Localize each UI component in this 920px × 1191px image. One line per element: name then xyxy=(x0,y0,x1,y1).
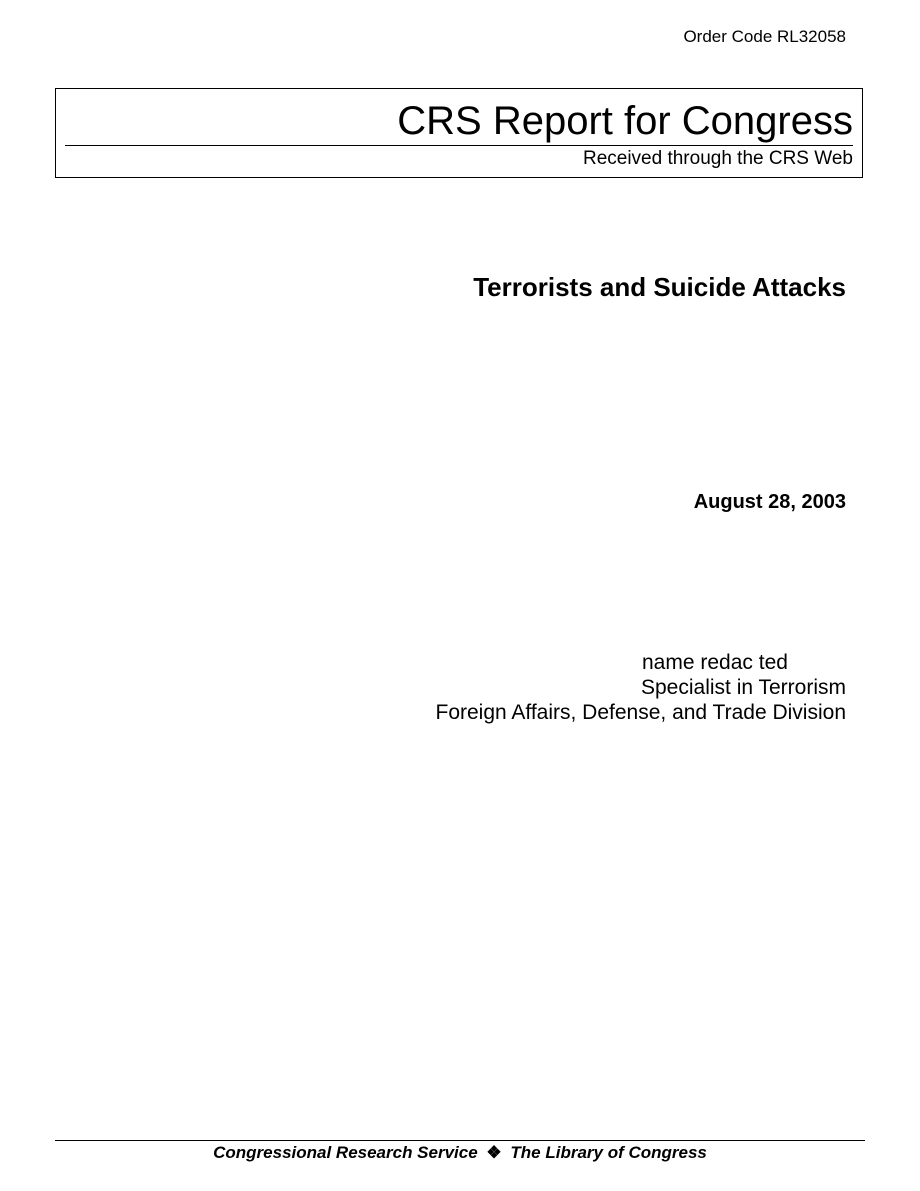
report-header-box xyxy=(55,88,863,178)
report-title: Terrorists and Suicide Attacks xyxy=(473,272,846,302)
report-date: August 28, 2003 xyxy=(693,491,846,513)
four-diamond-icon: ❖ xyxy=(486,1143,502,1162)
order-code: Order Code RL32058 xyxy=(683,27,846,46)
author-division: Foreign Affairs, Defense, and Trade Division xyxy=(435,701,846,724)
author-title: Specialist in Terrorism xyxy=(640,676,846,699)
author-name: name redac ted xyxy=(642,651,788,674)
footer-right-text: The Library of Congress xyxy=(510,1143,707,1162)
header-divider xyxy=(65,145,853,146)
footer-left-text: Congressional Research Service xyxy=(213,1143,478,1162)
header-title: CRS Report for Congress xyxy=(397,99,853,143)
footer-divider xyxy=(55,1140,865,1141)
footer xyxy=(0,1142,920,1164)
header-subtitle: Received through the CRS Web xyxy=(582,148,853,169)
